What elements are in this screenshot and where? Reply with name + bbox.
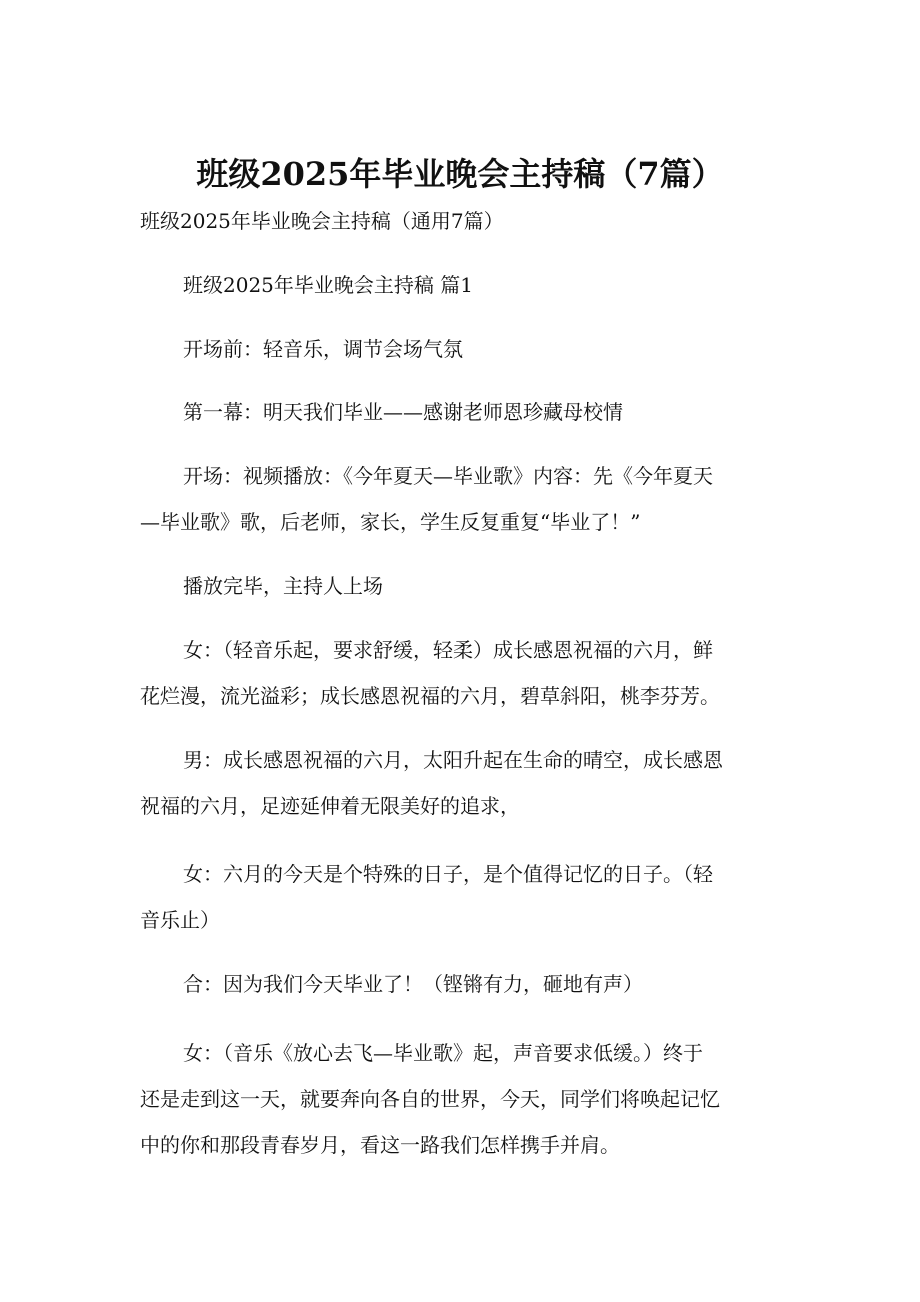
paragraph-line: 中的你和那段青春岁月，看这一路我们怎样携手并肩。 [140,1133,620,1157]
paragraph-line: 女：（音乐《放心去飞—毕业歌》起，声音要求低缓。）终于 [183,1041,703,1065]
paragraph-line: 女：（轻音乐起，要求舒缓，轻柔）成长感恩祝福的六月，鲜 [183,638,713,662]
paragraph-line: 花烂漫，流光溢彩；成长感恩祝福的六月，碧草斜阳，桃李芬芳。 [140,684,720,708]
paragraph-line: 音乐止） [140,908,220,932]
section-heading: 班级2025年毕业晚会主持稿 篇1 [183,273,473,297]
paragraph-line: 祝福的六月，足迹延伸着无限美好的追求， [140,794,520,818]
paragraph-line: 女：六月的今天是个特殊的日子，是个值得记忆的日子。（轻 [183,862,713,886]
paragraph-line: 第一幕：明天我们毕业——感谢老师恩珍藏母校情 [183,400,623,424]
document-title: 班级2025年毕业晚会主持稿（7篇） [196,155,724,193]
paragraph-line: 播放完毕，主持人上场 [183,574,383,598]
paragraph-line: 男：成长感恩祝福的六月，太阳升起在生命的晴空，成长感恩 [183,748,723,772]
paragraph-line: 还是走到这一天，就要奔向各自的世界，今天，同学们将唤起记忆 [140,1087,720,1111]
paragraph-line: —毕业歌》歌，后老师，家长，学生反复重复“毕业了！” [140,510,641,534]
paragraph-line: 开场前：轻音乐，调节会场气氛 [183,337,463,361]
document-subtitle: 班级2025年毕业晚会主持稿（通用7篇） [140,209,504,233]
paragraph-line: 开场：视频播放：《今年夏天—毕业歌》内容：先《今年夏天 [183,464,713,488]
paragraph-line: 合：因为我们今天毕业了！（铿锵有力，砸地有声） [183,972,643,996]
